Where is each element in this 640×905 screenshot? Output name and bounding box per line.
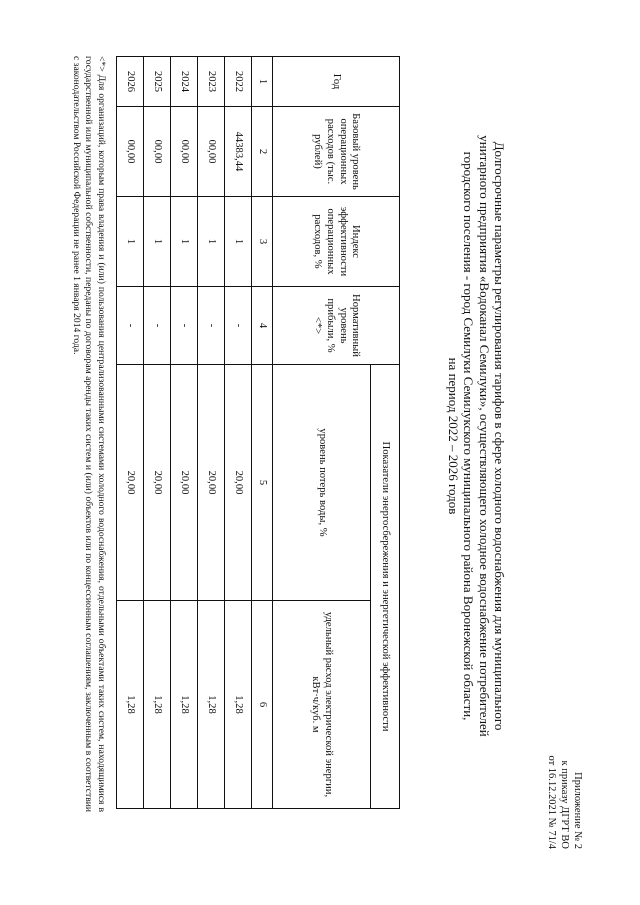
appendix-line-2: к приказу ДГРТ ВО (559, 760, 570, 849)
cell-profit-level: - (117, 287, 144, 365)
column-number: 4 (252, 287, 273, 365)
title-line-4: на период 2022 – 2026 годов (445, 357, 461, 515)
title-line-2: унитарного предприятия «Водоканал Семилуки», осуществляющего холодное водоснабжение потребителей (476, 135, 492, 737)
cell-year: 2025 (144, 57, 171, 107)
header-row-top (371, 57, 400, 809)
cell-year: 2023 (198, 57, 225, 107)
cell-base-level: 00,00 (171, 107, 198, 197)
tariff-parameters-table (116, 56, 400, 809)
header-efficiency-index: Индекс эффективности операционных расходов, % (273, 197, 400, 287)
appendix-line-3: от 16.12.2021 № 71/4 (546, 755, 557, 849)
cell-efficiency-index: 1 (171, 197, 198, 287)
header-water-loss: уровень потерь воды, % (273, 365, 371, 601)
table-row (198, 57, 225, 809)
cell-water-loss: 20,00 (171, 365, 198, 601)
cell-profit-level: - (198, 287, 225, 365)
cell-electricity: 1,28 (117, 601, 144, 809)
column-number-row (252, 57, 273, 809)
appendix-block (545, 755, 584, 849)
column-number: 2 (252, 107, 273, 197)
cell-profit-level: - (144, 287, 171, 365)
column-number: 5 (252, 365, 273, 601)
table-row (225, 57, 252, 809)
cell-electricity: 1,28 (225, 601, 252, 809)
cell-year: 2026 (117, 57, 144, 107)
header-profit-level: Нормативный уровень прибыли, % <*> (273, 287, 400, 365)
column-number: 1 (252, 57, 273, 107)
cell-profit-level: - (171, 287, 198, 365)
cell-base-level: 44383,44 (225, 107, 252, 197)
cell-base-level: 00,00 (144, 107, 171, 197)
cell-efficiency-index: 1 (225, 197, 252, 287)
cell-water-loss: 20,00 (225, 365, 252, 601)
title-line-3: городского поселения - город Семилуки Семилукского муниципального района Воронежской области, (461, 151, 477, 721)
cell-base-level: 00,00 (117, 107, 144, 197)
cell-water-loss: 20,00 (144, 365, 171, 601)
cell-year: 2022 (225, 57, 252, 107)
cell-efficiency-index: 1 (198, 197, 225, 287)
cell-electricity: 1,28 (171, 601, 198, 809)
footnote: <*> Для организаций, которым права владения и (или) пользования централизованными системами холодного водоснабжения, отдельными объектами таких систем, находящимися в государственной или муниципальной собственности, переданы по договорам аренды таких систем и (или) объектов или по концессионным соглашениям, заключенным в соответствии с законодательством Российской Федерации не ранее 1 января 2014 года. (71, 56, 107, 812)
appendix-line-1: Приложение № 2 (572, 772, 583, 849)
cell-year: 2024 (171, 57, 198, 107)
header-base-level: Базовый уровень операционных расходов (тыс. рублей) (273, 107, 400, 197)
cell-electricity: 1,28 (198, 601, 225, 809)
document-title (445, 60, 507, 812)
cell-electricity: 1,28 (144, 601, 171, 809)
cell-water-loss: 20,00 (117, 365, 144, 601)
cell-efficiency-index: 1 (117, 197, 144, 287)
header-electricity: удельный расход электрической энергии, кВт·ч/куб. м (273, 601, 371, 809)
table-row (117, 57, 144, 809)
cell-base-level: 00,00 (198, 107, 225, 197)
header-year: Год (273, 57, 400, 107)
cell-profit-level: - (225, 287, 252, 365)
cell-water-loss: 20,00 (198, 365, 225, 601)
column-number: 3 (252, 197, 273, 287)
table-row (144, 57, 171, 809)
cell-efficiency-index: 1 (144, 197, 171, 287)
header-energy-group: Показатели энергосбережения и энергетической эффективности (371, 365, 400, 809)
title-line-1: Долгосрочные параметры регулирования тарифов в сфере холодного водоснабжения для муниципального (492, 141, 507, 731)
table-row (171, 57, 198, 809)
column-number: 6 (252, 601, 273, 809)
